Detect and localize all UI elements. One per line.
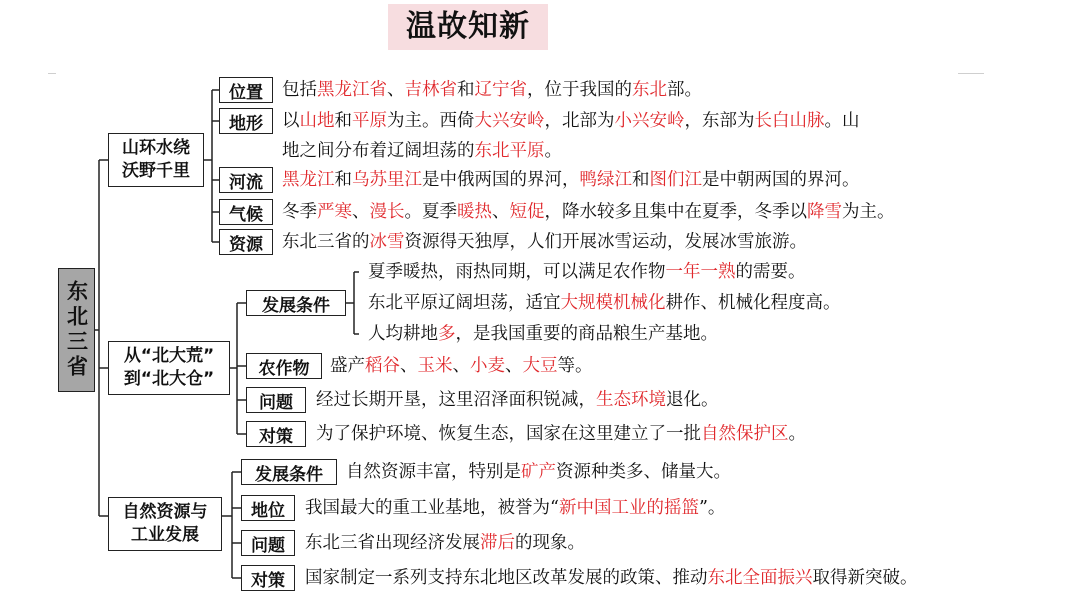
body-text: 东北三省的 (282, 232, 370, 252)
highlight-text: 黑龙江 (282, 170, 335, 190)
highlight-text: 自然保护区 (701, 424, 789, 444)
body-text: 地之间分布着辽阔坦荡的 (282, 141, 475, 161)
highlight-text: 东北 (632, 80, 667, 100)
highlight-text: 吉林省 (404, 80, 457, 100)
body-text: 取得新突破。 (812, 568, 918, 588)
body-text: 、 (492, 202, 510, 222)
branch-label-line1: 山环水绕 (122, 138, 190, 158)
body-text: ”。 (698, 498, 726, 518)
body-text: ，东部为 (684, 111, 755, 131)
node-industry-measures: 对策 (241, 565, 295, 591)
crops-text (330, 355, 593, 377)
highlight-text: 严寒 (317, 202, 352, 222)
body-text: 为主。西倚 (387, 111, 475, 131)
climate-text (282, 201, 895, 223)
highlight-text: 图们江 (649, 170, 702, 190)
highlight-text: 漫长 (369, 202, 405, 222)
branch-natural-node (108, 133, 204, 187)
condition-text (368, 292, 841, 314)
highlight-text: 乌苏里江 (352, 170, 422, 190)
node-industry-problem: 问题 (241, 530, 295, 556)
node-resources: 资源 (219, 229, 273, 255)
body-text: 、 (452, 356, 470, 376)
terrain-text (282, 110, 860, 132)
node-terrain: 地形 (219, 108, 273, 134)
body-text: 。 (544, 141, 562, 161)
highlight-text: 稻谷 (365, 356, 400, 376)
highlight-text: 新中国工业的摇篮 (558, 498, 699, 518)
body-text: 、 (387, 80, 405, 100)
status-text (305, 497, 725, 519)
body-text: 国家制定一系列支持东北地区改革发展的政策、推动 (305, 568, 708, 588)
highlight-text: 小麦 (470, 356, 505, 376)
body-text: 、 (352, 202, 370, 222)
body-text: 东北平原辽阔坦荡，适宜 (368, 293, 561, 313)
body-text: 盛产 (330, 356, 365, 376)
branch-agriculture-node (108, 341, 230, 395)
highlight-text: 多 (438, 324, 456, 344)
terrain-text-line2 (282, 140, 562, 162)
body-text: 自然资源丰富，特别是 (346, 462, 521, 482)
highlight-text: 暖热 (457, 202, 492, 222)
body-text: 和 (457, 80, 475, 100)
body-text: 等。 (557, 356, 593, 376)
body-text: 、 (400, 356, 418, 376)
branch-label-line2: 到“北大仓” (123, 369, 215, 389)
condition-text (368, 261, 806, 283)
body-text: 包括 (282, 80, 317, 100)
body-text: 资源得天独厚，人们开展冰雪运动，发展冰雪旅游。 (404, 232, 807, 252)
highlight-text: 降雪 (807, 202, 842, 222)
node-industry-conditions: 发展条件 (241, 459, 337, 485)
location-text (282, 79, 702, 101)
resources-text (282, 231, 807, 253)
body-text: 耕作、机械化程度高。 (665, 293, 841, 313)
body-text: 退化。 (666, 390, 719, 410)
branch-label-line2: 工业发展 (131, 525, 199, 545)
page-title: 温故知新 (388, 4, 548, 50)
node-status: 地位 (241, 495, 295, 521)
body-text: 夏季暖热，雨热同期，可以满足农作物 (368, 262, 666, 282)
body-text: ，北部为 (544, 111, 615, 131)
body-text: ，位于我国的 (527, 80, 632, 100)
problem-text (316, 389, 719, 411)
root-node: 东北三省 (58, 268, 95, 392)
industry-measures-text (305, 567, 918, 589)
highlight-text: 长白山脉 (754, 111, 825, 131)
highlight-text: 东北平原 (474, 141, 545, 161)
body-text: 的现象。 (515, 533, 585, 553)
highlight-text: 辽宁省 (474, 80, 527, 100)
highlight-text: 鸭绿江 (579, 170, 632, 190)
highlight-text: 大规模机械化 (560, 293, 666, 313)
branch-label-line1: 从“北大荒” (123, 346, 215, 366)
body-text: 资源种类多、储量大。 (556, 462, 731, 482)
highlight-text: 生态环境 (596, 390, 666, 410)
body-text: 我国最大的重工业基地，被誉为“ (305, 498, 559, 518)
node-problem: 问题 (246, 387, 306, 413)
node-climate: 气候 (219, 199, 273, 225)
node-rivers: 河流 (219, 167, 273, 193)
body-text: 是中朝两国的界河。 (702, 170, 860, 190)
body-text: 部。 (667, 80, 702, 100)
industry-problem-text (305, 532, 585, 554)
condition-text (368, 323, 718, 345)
highlight-text: 黑龙江省 (317, 80, 387, 100)
body-text: 为了保护环境、恢复生态，国家在这里建立了一批 (316, 424, 701, 444)
highlight-text: 山地 (299, 111, 335, 131)
body-text: 和 (334, 111, 352, 131)
node-conditions: 发展条件 (246, 290, 346, 316)
branch-industry-node (108, 497, 222, 551)
body-text: 和 (334, 170, 352, 190)
branch-label-line1: 自然资源与 (122, 502, 208, 522)
highlight-text: 冰雪 (369, 232, 405, 252)
body-text: 经过长期开垦，这里沼泽面积锐减， (316, 390, 596, 410)
highlight-text: 矿产 (521, 462, 556, 482)
highlight-text: 小兴安岭 (614, 111, 685, 131)
highlight-text: 大豆 (522, 356, 558, 376)
body-text: 和 (632, 170, 650, 190)
highlight-text: 短促 (509, 202, 545, 222)
body-text: 、 (505, 356, 523, 376)
node-location: 位置 (219, 77, 273, 103)
rivers-text (282, 169, 860, 191)
body-text: 。夏季 (404, 202, 457, 222)
body-text: 东北三省出现经济发展 (305, 533, 480, 553)
measures-text (316, 423, 806, 445)
highlight-text: 一年一熟 (665, 262, 736, 282)
body-text: ，是我国重要的商品粮生产基地。 (455, 324, 718, 344)
body-text: 。 (788, 424, 806, 444)
highlight-text: 滞后 (480, 533, 515, 553)
highlight-text: 平原 (352, 111, 387, 131)
body-text: 以 (282, 111, 300, 131)
body-text: 人均耕地 (368, 324, 438, 344)
node-crops: 农作物 (246, 353, 322, 379)
highlight-text: 东北全面振兴 (707, 568, 813, 588)
body-text: 为主。 (842, 202, 895, 222)
node-measures: 对策 (246, 421, 306, 447)
body-text: 冬季 (282, 202, 317, 222)
body-text: 的需要。 (735, 262, 806, 282)
highlight-text: 玉米 (417, 356, 453, 376)
body-text: 是中俄两国的界河， (422, 170, 580, 190)
branch-label-line2: 沃野千里 (122, 161, 190, 181)
industry-conditions-text (346, 461, 731, 483)
highlight-text: 大兴安岭 (474, 111, 545, 131)
body-text: ，降水较多且集中在夏季，冬季以 (544, 202, 807, 222)
body-text: 。山 (824, 111, 860, 131)
